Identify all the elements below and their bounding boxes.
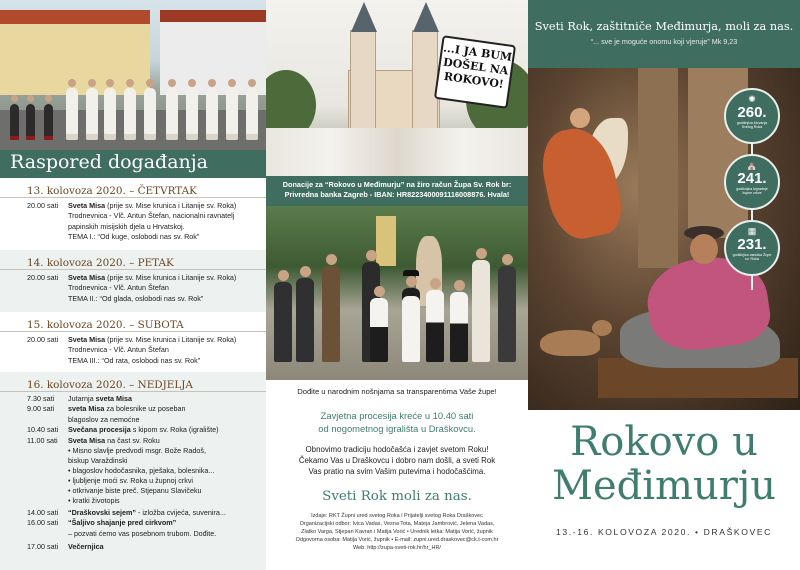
row-detail: s kipom sv. Roka (igralište) <box>130 425 219 435</box>
schedule-subitem: • Misno slavlje predvodi msgr. Bože Radoš, <box>68 446 206 456</box>
crowd-shape <box>266 128 528 176</box>
row-detail: papinskih misijskih djela u Hrvatskoj. <box>68 221 185 231</box>
row-detail: Trodnevnica - Vlč. Antun Štefan <box>68 283 169 293</box>
donation-line: Donacije za “Rokovo u Međimurju” na žiro račun Župa Sv. Rok br: <box>282 180 512 189</box>
adult-figure <box>274 282 292 362</box>
stat-badge-241 <box>724 154 780 210</box>
left-column <box>0 0 266 570</box>
priest-figure <box>104 88 116 140</box>
event-title-line: Rokovo u <box>570 419 758 465</box>
row-event: Večernjica <box>68 542 104 552</box>
day-block-thursday <box>0 178 266 250</box>
credits-line: Organizacijski odbor: Ivica Vadas, Vesna Tota, Mateja Jambrović, Jelena Vadas, <box>299 521 495 527</box>
row-detail: (prije sv. Mise krunica i Litanije sv. Roka) <box>105 335 237 344</box>
row-time: 10.40 sati <box>27 425 59 435</box>
schedule-subitem: • otkrivanje biste preč. Stjepanu Slavičeku <box>68 486 202 496</box>
schedule-row <box>0 211 266 221</box>
header-title: Sveti Rok, zaštitniče Međimurja, moli za nas. <box>534 20 794 33</box>
schedule-row <box>0 222 266 232</box>
children-costume-photo <box>266 206 528 380</box>
child-figure <box>426 290 444 362</box>
row-detail: - izložba cvijeća, suvenira... <box>135 508 226 518</box>
saint-head <box>690 234 718 264</box>
schedule-subitem: • blagoslov hodočasnika, pješaka, bolesnika... <box>68 466 215 476</box>
day-block-friday <box>0 250 266 312</box>
costume-note: Dođite u narodnim nošnjama sa transparentima Vaše župe! <box>297 387 497 396</box>
row-time: 20.00 sati <box>27 273 59 282</box>
row-event: Svečana procesija <box>68 425 131 435</box>
dog-head <box>592 320 612 336</box>
child-figure <box>370 298 388 362</box>
schedule-row <box>0 273 266 283</box>
church-spire <box>351 2 377 32</box>
priest-figure <box>86 88 98 140</box>
row-event: sveta Misa <box>95 394 132 403</box>
stat-label: godišnjica izgradnje župne crkve <box>736 187 768 196</box>
middle-column <box>266 0 528 570</box>
schedule-banner <box>0 150 266 178</box>
procession-photo <box>0 0 266 150</box>
row-detail: TEMA II.: “Od glada, oslobodi nas sv. Rok” <box>68 293 204 303</box>
stat-badge-260 <box>724 88 780 144</box>
schedule-row <box>0 425 266 435</box>
rosette-icon: ✺ <box>748 94 756 104</box>
banner-shape <box>376 216 396 266</box>
child-figure <box>10 104 19 140</box>
row-time: 20.00 sati <box>27 201 59 210</box>
church-icon: ⛪ <box>746 160 758 170</box>
row-detail: Trodnevnica - Vlč. Antun Štefan <box>68 345 169 355</box>
priest-figure <box>186 88 198 140</box>
row-time: 9.00 sati <box>27 404 55 414</box>
row-detail: TEMA I.: “Od kuge, oslobodi nas sv. Rok” <box>68 232 200 242</box>
event-title <box>528 420 800 508</box>
row-detail: Trodnevnica - Vlč. Antun Štefan, nacionalni ravnatelj <box>68 211 235 221</box>
child-figure <box>402 288 420 362</box>
schedule-row <box>0 356 266 366</box>
row-time: 11.00 sati <box>27 435 58 445</box>
schedule-row <box>0 294 266 304</box>
row-event: “Draškovski sejem” <box>68 508 136 518</box>
row-detail: blagoslov za nemoćne <box>68 414 140 424</box>
row-event: Sveta Misa <box>68 435 106 445</box>
row-time: 16.00 sati <box>27 518 59 528</box>
event-dates: 13.-16. KOLOVOZA 2020. • DRAŠKOVEC <box>556 527 772 537</box>
schedule-row <box>0 508 266 518</box>
schedule-title: Raspored događanja <box>10 151 208 173</box>
procession-line: Zavjetna procesija kreće u 10.40 sati <box>320 410 474 421</box>
priest-figure <box>166 88 178 140</box>
stat-number: 260. <box>737 104 767 121</box>
right-header <box>528 0 800 68</box>
pillar-shape <box>638 68 678 268</box>
schedule-row <box>0 201 266 211</box>
day-block-saturday <box>0 312 266 372</box>
stat-badge-231 <box>724 220 780 276</box>
credits-line: Zlatko Varga, Stjepan Kavran i Matija Vorić • Urednik letka: Matija Vorić, župnik <box>301 529 493 535</box>
event-title-line: Međimurju <box>551 463 776 509</box>
row-detail: na čast sv. Roku <box>105 435 160 445</box>
schedule-row <box>0 518 266 528</box>
schedule-subitem: biskup Varaždinski <box>68 456 128 466</box>
schedule-row <box>0 394 266 404</box>
day-heading: 13. kolovoza 2020. – ČETVRTAK <box>0 178 266 198</box>
stat-label: godišnjica štovanja Svetog Roka <box>736 121 768 130</box>
schedule-row <box>0 232 266 242</box>
adult-figure <box>322 266 340 362</box>
priest-figure <box>246 88 258 140</box>
stat-label: godišnjica osnutka Župe sv. Roka <box>732 253 772 262</box>
adult-figure <box>296 278 314 362</box>
credits <box>266 512 528 552</box>
credits-line: Odgovorna osoba: Matija Vorić, župnik • E-mail: zupni.ured.draskovec@ck.t-com.hr <box>295 537 499 543</box>
day-block-sunday <box>0 372 266 570</box>
day-heading: 16. kolovoza 2020. – NEDJELJA <box>0 372 266 392</box>
schedule-row <box>0 404 266 414</box>
church-spire <box>413 2 439 32</box>
schedule-row <box>0 335 266 345</box>
row-detail: (prije sv. Mise krunica i Litanije sv. Roka) <box>105 273 237 282</box>
day-heading: 15. kolovoza 2020. – SUBOTA <box>0 312 266 332</box>
schedule-subitem: • ljubljenje moći sv. Roka u župnoj crkvi <box>68 476 194 486</box>
donation-iban: Privredna banka Zagreb - IBAN: HR8223400091116008876. Hvala! <box>284 190 510 199</box>
prayer-heading: Sveti Rok moli za nas. <box>322 489 472 504</box>
row-detail: Jutarnja <box>68 394 96 403</box>
row-event: Sveta Misa <box>68 273 106 282</box>
schedule-row <box>0 436 266 446</box>
tradition-line: Obnovimo tradiciju hodočašća i zavjet svetom Roku! <box>305 445 489 454</box>
parish-icon: ▦ <box>747 226 757 236</box>
credits-line: Izdaje: RKT Župni ured svetog Roka i Prijatelji svetog Roka Draškovec <box>311 513 483 519</box>
schedule-row <box>0 415 266 425</box>
priest-figure <box>144 88 156 140</box>
tradition-note <box>266 444 528 477</box>
row-time: 7.30 sati <box>27 394 55 403</box>
row-event: sveta Misa <box>68 404 105 414</box>
church-tower-left <box>350 30 376 130</box>
row-detail: TEMA III.: “Od rata, oslobodi nas sv. Rok” <box>68 355 201 365</box>
saint-rok-painting <box>528 68 800 410</box>
row-detail: – pozvati ćemo vas posebnom trubom. Dođite. <box>68 528 217 538</box>
priest-figure <box>226 88 238 140</box>
procession-line: od nogometnog igrališta u Draškovcu. <box>318 423 476 434</box>
schedule-row <box>0 283 266 293</box>
row-detail: (prije sv. Mise krunica i Litanije sv. Roka) <box>105 201 237 210</box>
schedule-row <box>0 529 266 539</box>
row-time: 17.00 sati <box>27 542 59 552</box>
row-time: 14.00 sati <box>27 508 59 518</box>
angel-head <box>570 108 590 128</box>
child-figure <box>44 104 53 140</box>
procession-note <box>266 409 528 435</box>
donation-bar <box>266 176 528 206</box>
row-event: “Šaljivo shajanje pred cirkvom” <box>68 518 177 528</box>
adult-figure <box>498 266 516 362</box>
row-event: Sveta Misa <box>68 335 106 344</box>
child-figure <box>450 292 468 362</box>
i-ja-bum-badge: ...I JA BUM DOŠEL NA ROKOVO! <box>434 35 516 109</box>
schedule-row <box>0 345 266 355</box>
day-heading: 14. kolovoza 2020. – PETAK <box>0 250 266 270</box>
header-quote: “... sve je moguće onomu koji vjeruje” Mk 9,23 <box>590 37 738 46</box>
row-detail: za bolesnike uz poseban <box>104 404 186 414</box>
priest-figure <box>124 88 136 140</box>
dog-shape <box>540 330 600 356</box>
hat-shape <box>403 270 419 276</box>
tradition-line: Čekamo Vas u Draškovcu i dobro nam došli, a sveti Rok <box>298 456 496 465</box>
right-column <box>528 0 800 570</box>
schedule-row <box>0 542 266 552</box>
credits-line: Web: http://zupa-sveti-rok.hr/hr_HR/ <box>353 545 441 551</box>
schedule-subitem: • kratki životopis <box>68 496 120 506</box>
adult-figure <box>472 260 490 362</box>
child-figure <box>26 104 35 140</box>
priest-figure <box>206 88 218 140</box>
stat-number: 241. <box>737 170 767 187</box>
tradition-line: Vas pratio na svim Vašim putevima i hodočašćima. <box>308 467 486 476</box>
church-photo <box>266 0 528 176</box>
middle-info-text <box>266 380 528 570</box>
stat-number: 231. <box>737 236 767 253</box>
church-tower-right <box>412 30 438 130</box>
priest-figure <box>66 88 78 140</box>
row-time: 20.00 sati <box>27 335 59 344</box>
row-event: Sveta Misa <box>68 201 106 210</box>
